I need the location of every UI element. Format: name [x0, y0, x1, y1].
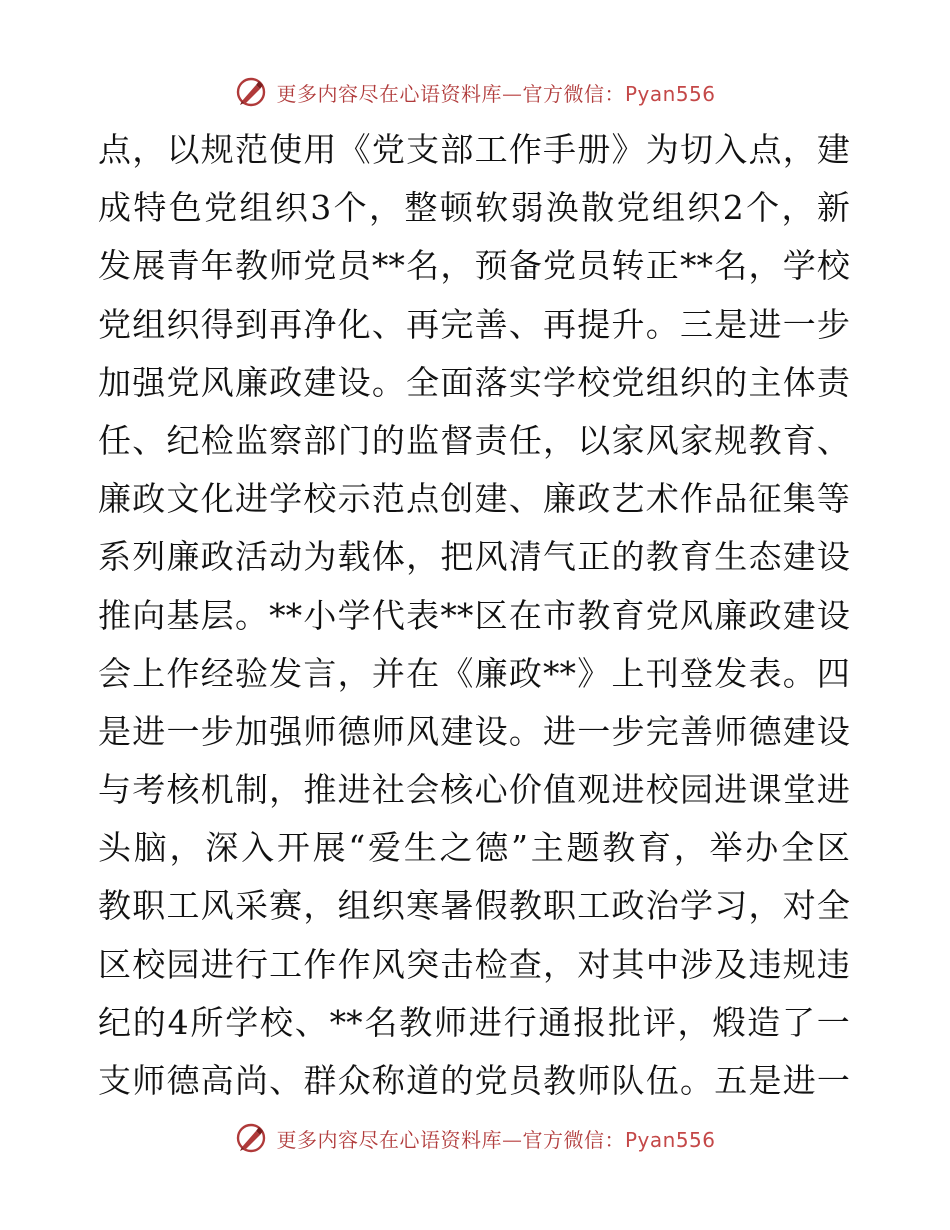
header-separator: — [501, 81, 523, 106]
header-wechat-id: Pyan556 [624, 81, 716, 106]
body-line: 区 校 园 进 行 工 作 作 风 突 击 检 查 ， 对 其 中 涉 及 违 规 违 [98, 944, 850, 984]
footer-separator: — [501, 1127, 523, 1152]
body-line: 与 考 核 机 制 ， 推 进 社 会 核 心 价 值 观 进 校 园 进 课 堂 进 [98, 770, 850, 810]
footer-banner-text [276, 1124, 715, 1153]
pen-logo-icon [234, 1121, 268, 1155]
document-body [98, 121, 850, 1110]
pen-logo-icon [234, 75, 268, 109]
body-line: 党 组 织 得 到 再 净 化 、 再 完 善 、 再 提 升 。 三 是 进 一 步 [98, 304, 850, 344]
body-line: 发 展 青 年 教 师 党 员 ** 名 ， 预 备 党 员 转 正 ** 名 ， 学 校 [98, 246, 850, 286]
header-banner-text [276, 78, 715, 107]
body-line: 系 列 廉 政 活 动 为 载 体 ， 把 风 清 气 正 的 教 育 生 态 建 设 [98, 537, 850, 577]
footer-wechat-id: Pyan556 [624, 1127, 716, 1152]
header-site-name: 更多内容尽在心语资料库 [276, 81, 502, 106]
body-line: 推 向 基 层 。 ** 小 学 代 表 ** 区 在 市 教 育 党 风 廉 政 建 设 [98, 595, 850, 635]
body-line: 支 师 德 高 尚 、 群 众 称 道 的 党 员 教 师 队 伍 。 五 是 进 一 [98, 1061, 850, 1100]
body-line: 教 职 工 风 采 赛 ， 组 织 寒 暑 假 教 职 工 政 治 学 习 ， 对 全 [98, 886, 850, 926]
header-wechat-label: 官方微信： [522, 81, 625, 106]
body-line: 会 上 作 经 验 发 言 ， 并 在 《 廉 政 ** 》 上 刊 登 发 表 。 四 [98, 653, 850, 693]
body-line: 纪 的 4 所 学 校 、 ** 名 教 师 进 行 通 报 批 评 ， 煅 造 了 一 [98, 1002, 850, 1042]
body-line: 是 进 一 步 加 强 师 德 师 风 建 设 。 进 一 步 完 善 师 德 建 设 [98, 711, 850, 751]
body-line: 点 ， 以 规 范 使 用 《 党 支 部 工 作 手 册 》 为 切 入 点 ， 建 [98, 130, 850, 169]
body-line: 成 特 色 党 组 织 3 个 ， 整 顿 软 弱 涣 散 党 组 织 2 个 ， 新 [98, 188, 850, 228]
footer-banner [0, 1118, 950, 1158]
footer-wechat-label: 官方微信： [522, 1127, 625, 1152]
footer-site-name: 更多内容尽在心语资料库 [276, 1127, 502, 1152]
body-line: 任 、 纪 检 监 察 部 门 的 监 督 责 任 ， 以 家 风 家 规 教 育 、 [98, 420, 850, 460]
body-line: 加 强 党 风 廉 政 建 设 。 全 面 落 实 学 校 党 组 织 的 主 体 责 [98, 362, 850, 402]
body-line: 头 脑 ， 深 入 开 展 “ 爱 生 之 德 ” 主 题 教 育 ， 举 办 全 区 [98, 828, 850, 868]
body-line: 廉 政 文 化 进 学 校 示 范 点 创 建 、 廉 政 艺 术 作 品 征 集 等 [98, 479, 850, 519]
header-banner [0, 72, 950, 112]
